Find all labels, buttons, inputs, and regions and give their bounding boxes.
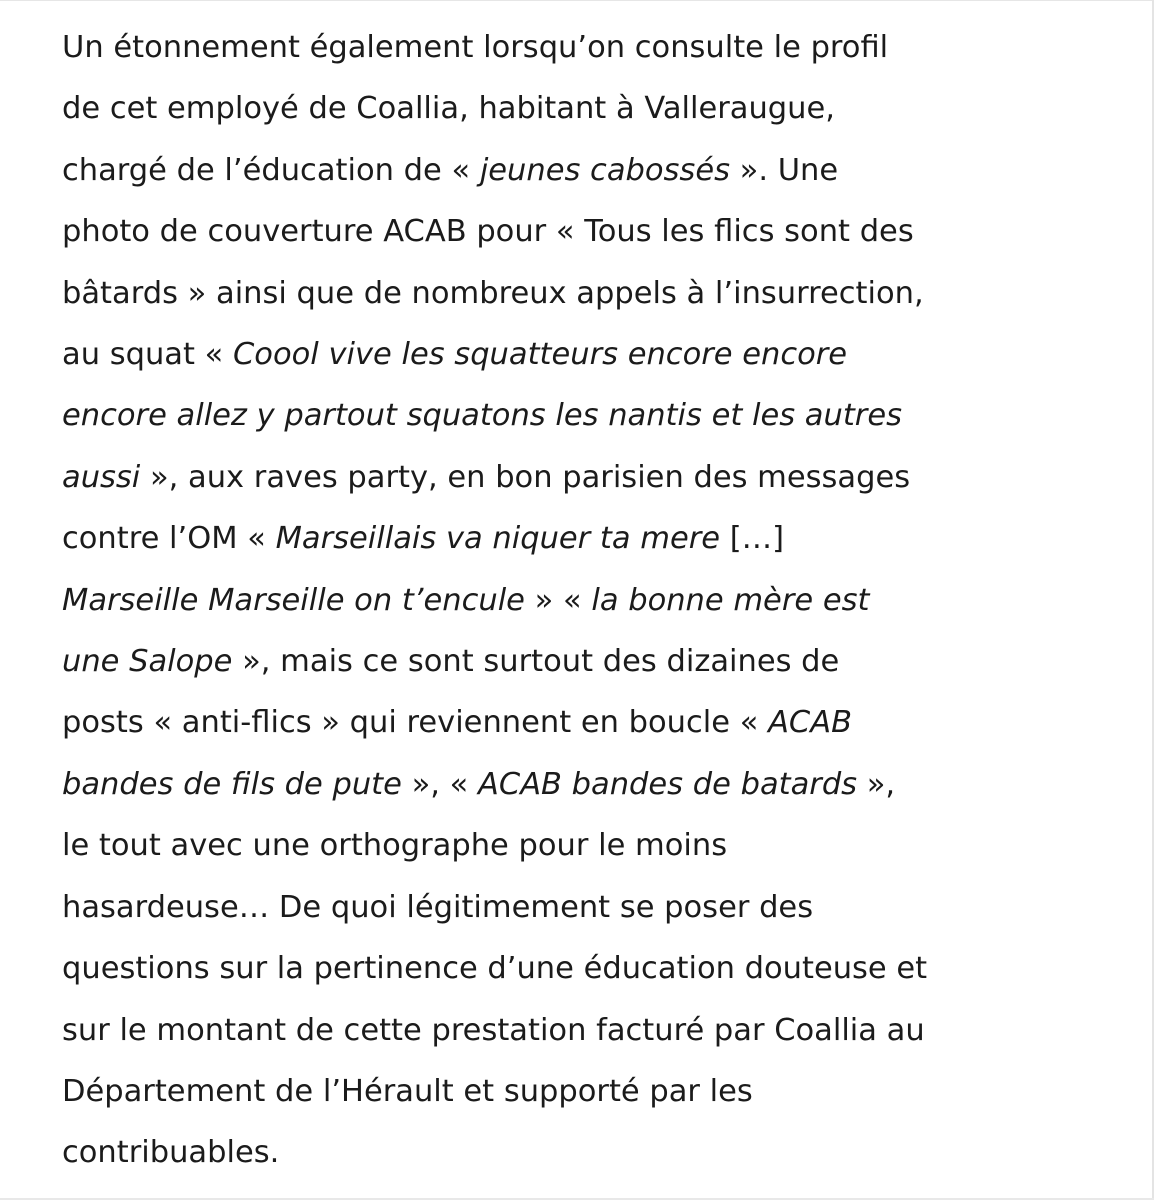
paragraph-line (62, 201, 1124, 262)
paragraph-line (62, 938, 1124, 999)
italic-quote-text: encore allez y partout squatons les nantis et les autres (62, 398, 902, 434)
body-text: » « (524, 582, 592, 618)
body-text: le tout avec une orthographe pour le moins (62, 828, 728, 864)
paragraph-line (62, 1061, 1124, 1122)
body-text: », aux raves party, en bon parisien des messages (140, 459, 911, 495)
body-text: Un étonnement également lorsqu’on consulte le profil (62, 30, 889, 65)
body-text: sur le montant de cette prestation facturé par Coallia au (62, 1012, 925, 1048)
paragraph-line (62, 754, 1124, 815)
body-text: hasardeuse… De quoi légitimement se poser des (62, 889, 814, 925)
paragraph-line (62, 692, 1124, 753)
paragraph-line (62, 324, 1124, 385)
body-text: questions sur la pertinence d’une éducation douteuse et (62, 951, 928, 987)
italic-quote-text: jeunes cabossés (479, 152, 730, 188)
paragraph-line (62, 140, 1124, 201)
paragraph-line (62, 877, 1124, 938)
paragraph-line (62, 78, 1124, 139)
italic-quote-text: aussi (62, 459, 141, 495)
italic-quote-text: Marseille Marseille on t’encule (62, 582, 525, 618)
body-text: bâtards » ainsi que de nombreux appels à l’insurrection, (62, 275, 924, 311)
article-paragraph (62, 17, 1124, 1184)
italic-quote-text: Coool vive les squatteurs encore encore (233, 337, 848, 373)
body-text: ». Une (729, 152, 839, 188)
body-text: », « (401, 766, 479, 802)
body-text: posts « anti-flics » qui reviennent en boucle « (62, 705, 769, 741)
body-text: », (857, 766, 896, 802)
italic-quote-text: ACAB (768, 705, 853, 741)
body-text: de cet employé de Coallia, habitant à Valleraugue, (62, 91, 835, 127)
body-text: […] (720, 521, 785, 557)
paragraph-line (62, 263, 1124, 324)
italic-quote-text: Marseillais va niquer ta mere (275, 521, 721, 557)
paragraph-line (62, 631, 1124, 692)
body-text: au squat « (62, 337, 233, 373)
paragraph-line (62, 17, 1124, 78)
paragraph-line (62, 447, 1124, 508)
body-text: Département de l’Hérault et supporté par les (62, 1073, 753, 1109)
paragraph-line (62, 508, 1124, 569)
italic-quote-text: bandes de fils de pute (62, 766, 402, 802)
body-text: contribuables. (62, 1135, 280, 1171)
paragraph-line (62, 570, 1124, 631)
italic-quote-text: une Salope (62, 644, 233, 680)
body-text: photo de couverture ACAB pour « Tous les flics sont des (62, 214, 914, 250)
paragraph-line (62, 385, 1124, 446)
italic-quote-text: ACAB bandes de batards (478, 766, 858, 802)
body-text: », mais ce sont surtout des dizaines de (232, 644, 840, 680)
paragraph-line (62, 1000, 1124, 1061)
paragraph-line (62, 1122, 1124, 1183)
body-text: chargé de l’éducation de « (62, 152, 480, 188)
italic-quote-text: la bonne mère est (591, 582, 870, 618)
body-text: contre l’OM « (62, 521, 276, 557)
paragraph-line (62, 815, 1124, 876)
top-divider (0, 0, 1154, 1)
